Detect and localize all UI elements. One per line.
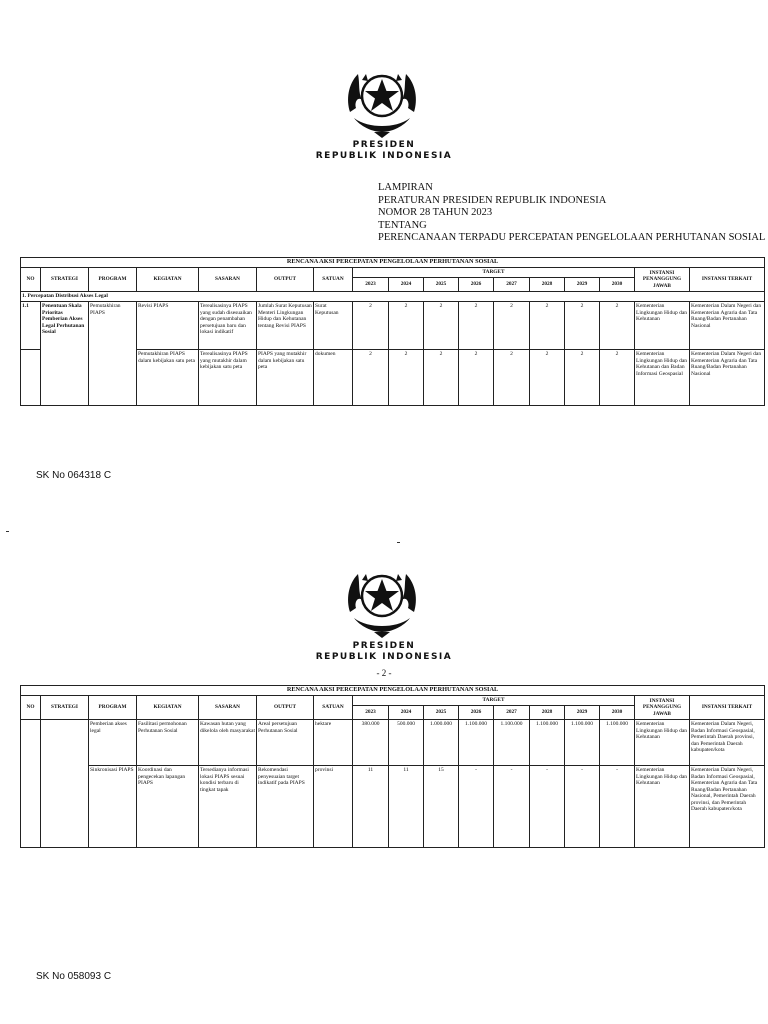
col-year: 2026 <box>459 706 494 720</box>
col-year: 2023 <box>353 278 389 292</box>
cell-satuan: hektare <box>314 720 353 766</box>
col-satuan: SATUAN <box>314 268 353 292</box>
cell-satuan: dokumen <box>314 350 353 406</box>
cell-program: Pemberian akses legal <box>89 720 137 766</box>
col-kegiatan: KEGIATAN <box>137 268 199 292</box>
sk-number-page2: SK No 058093 C <box>36 971 112 982</box>
cell-target: 2 <box>494 350 530 406</box>
cell-kegiatan: Koordinasi dan pengecekan lapangan PIAPS <box>137 766 199 848</box>
cell-kegiatan: Revisi PIAPS <box>137 302 199 350</box>
cell-target: 15 <box>424 766 459 848</box>
col-strategi: STRATEGI <box>41 696 89 720</box>
sk-number-page1: SK No 064318 C <box>36 470 112 481</box>
cell-target: 500.000 <box>389 720 424 766</box>
cell-sasaran: Tersedianya informasi lokasi PIAPS sesuai kondisi terbaru di tingkat tapak <box>199 766 257 848</box>
cell-kegiatan: Pemutakhiran PIAPS dalam kebijakan satu peta <box>137 350 199 406</box>
col-year: 2030 <box>600 706 635 720</box>
scan-mark <box>6 531 9 532</box>
cell-instansi-terkait: Kementerian Dalam Negeri, Badan Informasi Geospasial, Kementerian Agraria dan Tata Ruang/Badan Pertanahan Nasional, Pemerintah Daerah provinsi, dan Pemerintah Daerah kabupaten/kota <box>690 766 765 848</box>
table-title: RENCANA AKSI PERCEPATAN PENGELOLAAN PERHUTANAN SOSIAL <box>21 686 765 696</box>
cell-output: PIAPS yang mutakhir dalam kebijakan satu peta <box>257 350 314 406</box>
section-heading: 1. Percepatan Distribusi Akses Legal <box>21 292 765 302</box>
cell-target: 2 <box>565 302 600 350</box>
col-strategi: STRATEGI <box>41 268 89 292</box>
garuda-emblem-icon <box>340 560 424 640</box>
col-year: 2024 <box>389 706 424 720</box>
lampiran-regulation: PERATURAN PRESIDEN REPUBLIK INDONESIA <box>378 194 607 206</box>
col-program: PROGRAM <box>89 696 137 720</box>
header-presiden: PRESIDEN <box>352 641 416 651</box>
garuda-emblem-icon <box>340 60 424 140</box>
cell-instansi-pj: Kementerian Lingkungan Hidup dan Kehutanan <box>635 720 690 766</box>
header-presiden: PRESIDEN <box>352 140 416 150</box>
cell-strategi <box>41 720 89 848</box>
lampiran-label: LAMPIRAN <box>378 182 433 193</box>
cell-no: 1.1 <box>21 302 41 350</box>
cell-target: 1.100.000 <box>565 720 600 766</box>
cell-target: 2 <box>600 350 635 406</box>
col-year: 2029 <box>565 278 600 292</box>
cell-instansi-pj: Kementerian Lingkungan Hidup dan Kehutanan <box>635 766 690 848</box>
col-kegiatan: KEGIATAN <box>137 696 199 720</box>
header-republik-indonesia: REPUBLIK INDONESIA <box>315 652 453 662</box>
col-satuan: SATUAN <box>314 696 353 720</box>
col-year: 2025 <box>424 278 459 292</box>
col-no: NO <box>21 696 41 720</box>
col-year: 2023 <box>353 706 389 720</box>
cell-target: 2 <box>565 350 600 406</box>
cell-instansi-pj: Kementerian Lingkungan Hidup dan Kehutanan dan Badan Informasi Geospasial <box>635 350 690 406</box>
cell-target: 2 <box>494 302 530 350</box>
cell-target: 2 <box>424 302 459 350</box>
table-row <box>21 766 765 848</box>
cell-target: 11 <box>389 766 424 848</box>
col-year: 2026 <box>459 278 494 292</box>
col-instansi-pj: INSTANSI PENANGGUNG JAWAB <box>635 268 690 292</box>
scan-mark <box>397 542 400 543</box>
cell-output: Jumlah Surat Keputusan Menteri Lingkungan Hidup dan Kehutanan tentang Revisi PIAPS <box>257 302 314 350</box>
table-title: RENCANA AKSI PERCEPATAN PENGELOLAAN PERHUTANAN SOSIAL <box>21 258 765 268</box>
header-republik-indonesia: REPUBLIK INDONESIA <box>315 151 453 161</box>
cell-target: 1.100.000 <box>600 720 635 766</box>
cell-target: 2 <box>459 350 494 406</box>
cell-instansi-terkait: Kementerian Dalam Negeri, Badan Informasi Geospasial, Pemerintah Daerah provinsi, dan Pemerintah Daerah kabupaten/kota <box>690 720 765 766</box>
col-program: PROGRAM <box>89 268 137 292</box>
cell-satuan: provinsi <box>314 766 353 848</box>
lampiran-subject: PERENCANAAN TERPADU PERCEPATAN PENGELOLAAN PERHUTANAN SOSIAL <box>378 232 766 243</box>
cell-target: 2 <box>389 350 424 406</box>
page-number: - 2 - <box>376 668 392 678</box>
col-year: 2029 <box>565 706 600 720</box>
cell-target: 1.100.000 <box>459 720 494 766</box>
cell-no <box>21 350 41 406</box>
lampiran-tentang: TENTANG <box>378 219 427 231</box>
cell-target: 2 <box>530 350 565 406</box>
cell-program: Sinkronisasi PIAPS <box>89 766 137 848</box>
col-instansi-terkait: INSTANSI TERKAIT <box>690 696 765 720</box>
col-output: OUTPUT <box>257 696 314 720</box>
lampiran-block <box>378 182 765 245</box>
cell-kegiatan: Fasilitasi permohonan Perhutanan Sosial <box>137 720 199 766</box>
col-output: OUTPUT <box>257 268 314 292</box>
cell-program: Pemutakhiran PIAPS <box>89 302 137 406</box>
col-no: NO <box>21 268 41 292</box>
cell-target: 11 <box>353 766 389 848</box>
cell-instansi-terkait: Kementerian Dalam Negeri dan Kementerian Agraria dan Tata Ruang/Badan Pertanahan Nasional <box>690 350 765 406</box>
rencana-aksi-table-page1 <box>20 257 765 406</box>
cell-target: 2 <box>424 350 459 406</box>
col-instansi-pj: INSTANSI PENANGGUNG JAWAB <box>635 696 690 720</box>
cell-sasaran: Kawasan hutan yang dikelola oleh masyarakat <box>199 720 257 766</box>
cell-target: - <box>494 766 530 848</box>
col-sasaran: SASARAN <box>199 268 257 292</box>
rencana-aksi-table-page2 <box>20 685 765 848</box>
col-instansi-terkait: INSTANSI TERKAIT <box>690 268 765 292</box>
col-year: 2030 <box>600 278 635 292</box>
cell-no <box>21 720 41 848</box>
table-row <box>21 720 765 766</box>
table-row <box>21 302 765 350</box>
cell-target: - <box>600 766 635 848</box>
col-sasaran: SASARAN <box>199 696 257 720</box>
cell-instansi-pj: Kementerian Lingkungan Hidup dan Kehutanan <box>635 302 690 350</box>
col-year: 2028 <box>530 278 565 292</box>
col-year: 2027 <box>494 278 530 292</box>
cell-target: 2 <box>353 302 389 350</box>
col-year: 2028 <box>530 706 565 720</box>
cell-target: 2 <box>389 302 424 350</box>
cell-target: 2 <box>353 350 389 406</box>
cell-target: 2 <box>530 302 565 350</box>
cell-target: 380.000 <box>353 720 389 766</box>
cell-strategi: Penentuan Skala Prioritas Pemberian Akses Legal Perhutanan Sosial <box>41 302 89 406</box>
cell-target: 1.100.000 <box>494 720 530 766</box>
cell-target: - <box>565 766 600 848</box>
cell-sasaran: Terealisasinya PIAPS yang sudah disesuaikan dengan penambahan persetujuan baru dan lokasi indikatif <box>199 302 257 350</box>
cell-target: 1.000.000 <box>424 720 459 766</box>
col-target: TARGET <box>353 268 635 278</box>
col-year: 2024 <box>389 278 424 292</box>
cell-satuan: Surat Keputusan <box>314 302 353 350</box>
cell-target: 1.100.000 <box>530 720 565 766</box>
col-target: TARGET <box>353 696 635 706</box>
cell-target: - <box>530 766 565 848</box>
lampiran-number: NOMOR 28 TAHUN 2023 <box>378 207 493 218</box>
cell-output: Rekomendasi penyesuaian target indikatif pada PIAPS <box>257 766 314 848</box>
cell-output: Areal persetujuan Perhutanan Sosial <box>257 720 314 766</box>
cell-instansi-terkait: Kementerian Dalam Negeri dan Kementerian Agraria dan Tata Ruang/Badan Pertanahan Nasional <box>690 302 765 350</box>
col-year: 2027 <box>494 706 530 720</box>
cell-target: - <box>459 766 494 848</box>
cell-sasaran: Terealisasinya PIAPS yang mutakhir dalam kebijakan satu peta <box>199 350 257 406</box>
cell-target: 2 <box>600 302 635 350</box>
col-year: 2025 <box>424 706 459 720</box>
cell-target: 2 <box>459 302 494 350</box>
